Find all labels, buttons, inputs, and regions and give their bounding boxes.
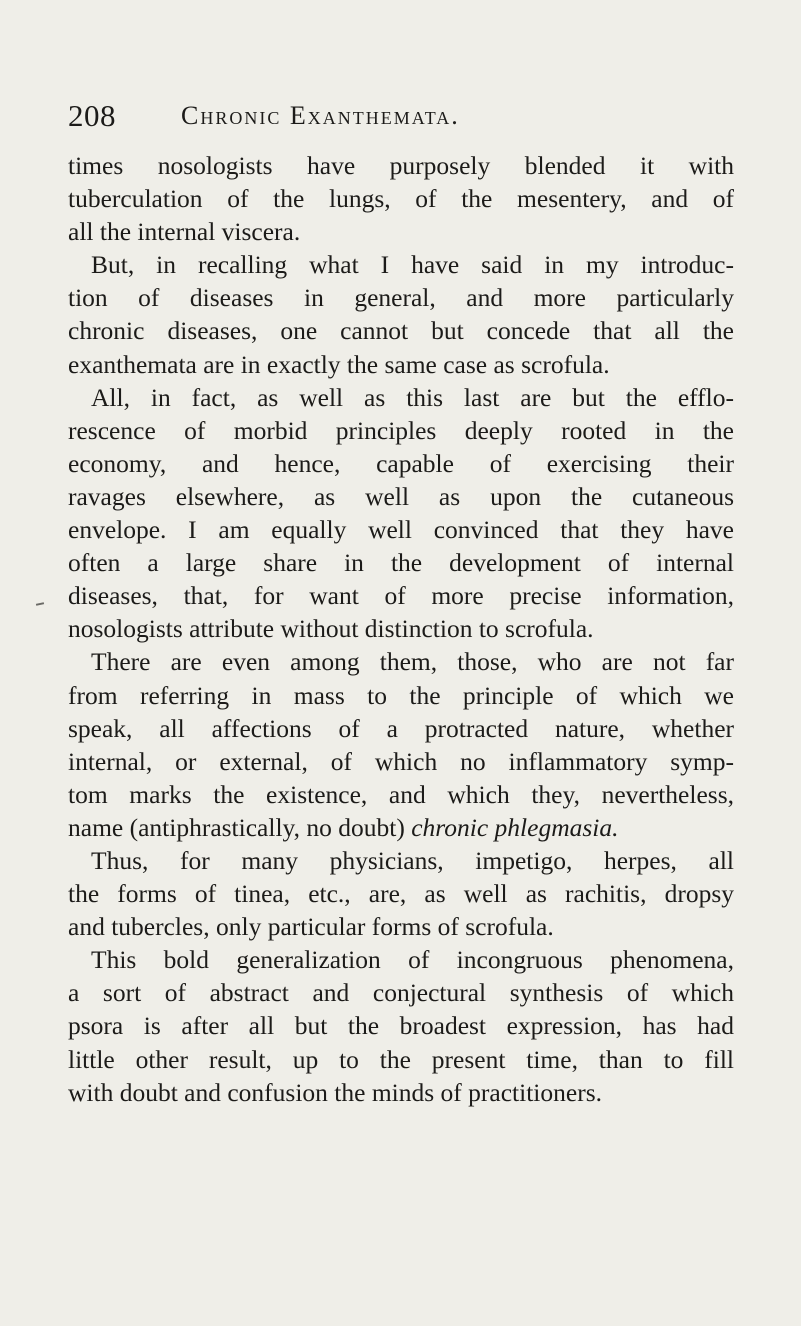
text-line: economy, and hence, capable of exercising their [68, 448, 734, 478]
text-line: All, in fact, as well as this last are but the efflo- [91, 382, 734, 412]
running-head: Chronic Exanthemata. [181, 101, 460, 130]
text-line: often a large share in the development of internal [68, 548, 734, 578]
text-line: chronic diseases, one cannot but concede that all the [68, 316, 734, 346]
text-line: tuberculation of the lungs, of the mesentery, and of [68, 184, 734, 214]
text-line: nosologists attribute without distinction to scrofula. [68, 614, 594, 644]
text-line: This bold generalization of incongruous phenomena, [91, 945, 734, 975]
text-line: and tubercles, only particular forms of scrofula. [68, 912, 554, 942]
italic-term: chronic phlegmasia. [411, 812, 619, 842]
text-line: all the internal viscera. [68, 217, 301, 247]
text-line: But, in recalling what I have said in my introduc- [91, 250, 734, 280]
text-line: internal, or external, of which no inflammatory symp- [68, 746, 734, 776]
text-line: envelope. I am equally well convinced that they have [68, 515, 734, 545]
text-line: There are even among them, those, who are not far [91, 647, 734, 677]
text-line: ravages elsewhere, as well as upon the cutaneous [68, 481, 734, 511]
text-line: psora is after all but the broadest expression, has had [68, 1011, 734, 1041]
text-line: with doubt and confusion the minds of practitioners. [68, 1077, 602, 1107]
text-line: Thus, for many physicians, impetigo, herpes, all [91, 845, 734, 875]
text-line: diseases, that, for want of more precise information, [68, 581, 734, 611]
text-line: speak, all affections of a protracted nature, whether [68, 713, 734, 743]
text-line: times nosologists have purposely blended it with [68, 151, 734, 180]
page-number: 208 [68, 98, 116, 133]
text-line: rescence of morbid principles deeply rooted in the [68, 415, 734, 445]
text-line: tom marks the existence, and which they, nevertheless, [68, 779, 734, 809]
margin-mark [36, 602, 44, 606]
page-header [50, 98, 750, 142]
text-line: exanthemata are in exactly the same case as scrofula. [68, 349, 610, 379]
text-line: little other result, up to the present time, than to fill [68, 1044, 734, 1074]
text-line: tion of diseases in general, and more particularly [68, 283, 734, 313]
text-line: from referring in mass to the principle of which we [68, 680, 734, 710]
text-line: a sort of abstract and conjectural synthesis of which [68, 978, 734, 1008]
body-text [68, 149, 734, 1109]
text-line: the forms of tinea, etc., are, as well as rachitis, dropsy [68, 879, 734, 909]
text-line-roman: name (antiphrastically, no doubt) [68, 812, 412, 842]
text-line [68, 811, 734, 844]
